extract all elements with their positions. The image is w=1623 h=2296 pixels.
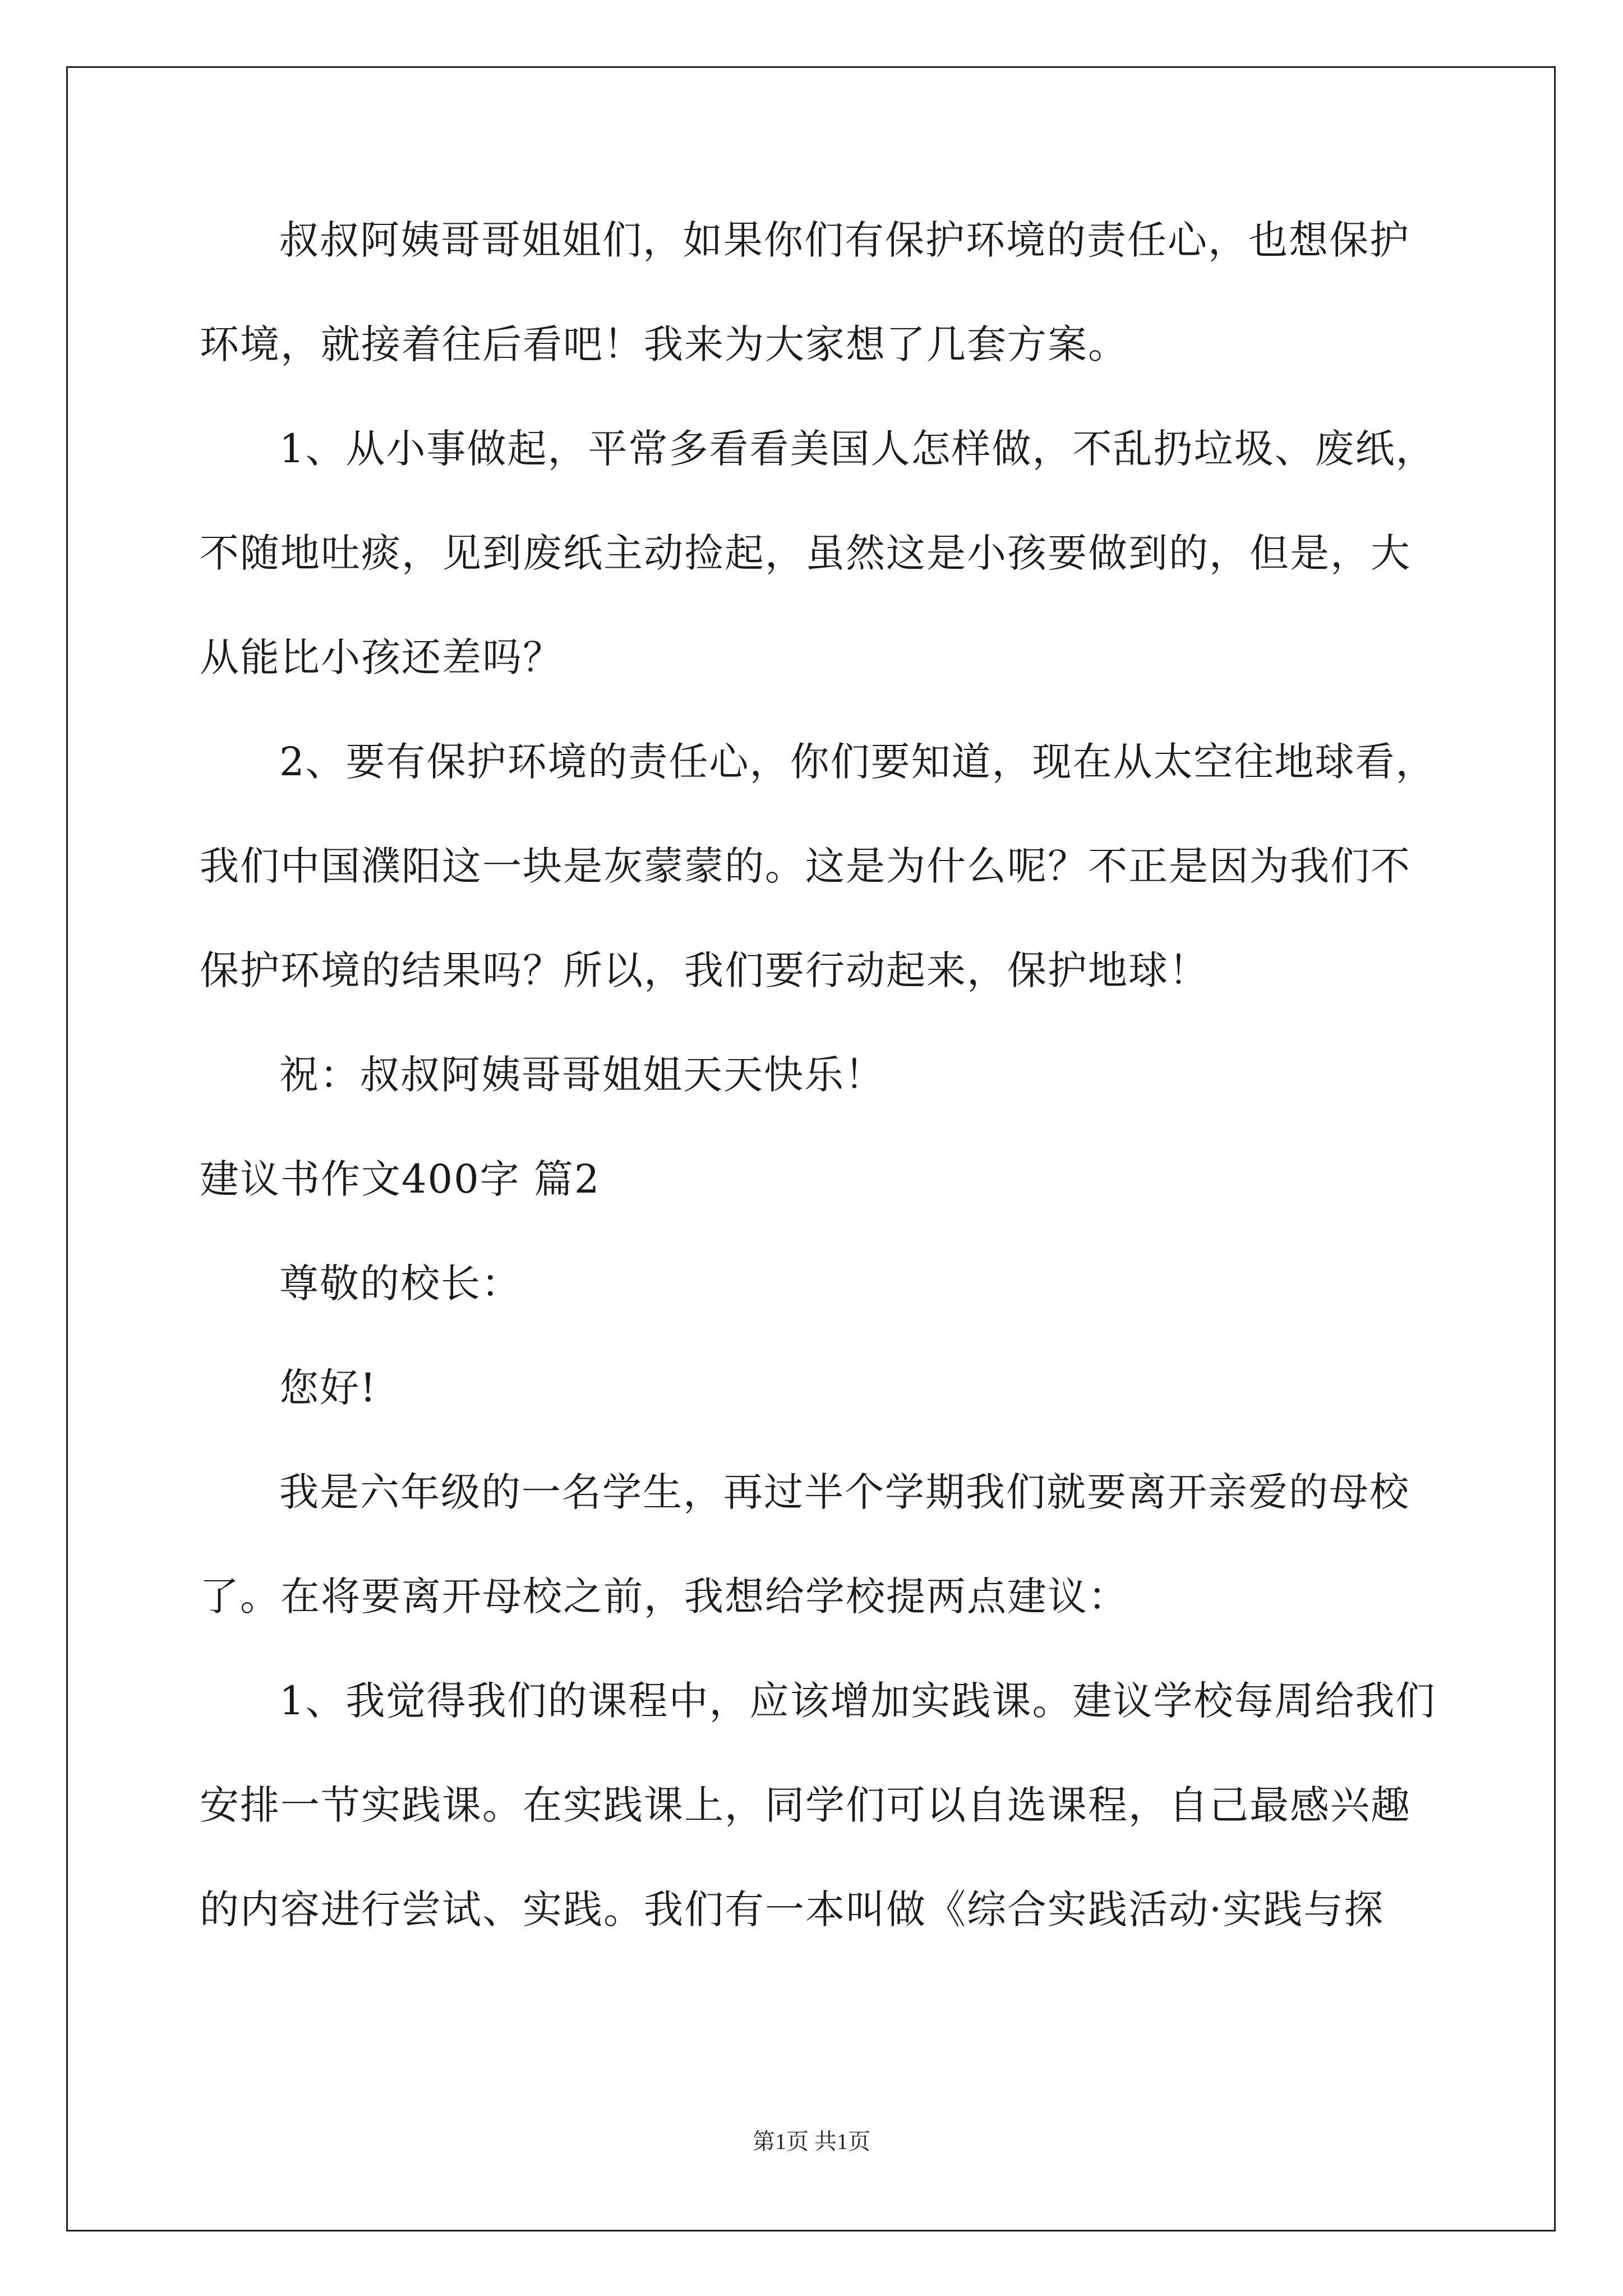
text-line: 1、我觉得我们的课程中，应该增加实践课。建议学校每周给我们 bbox=[279, 1678, 1436, 1724]
text-line: 不随地吐痰，见到废纸主动捡起，虽然这是小孩要做到的，但是，大 bbox=[200, 530, 1411, 576]
salutation: 尊敬的校长： bbox=[279, 1260, 522, 1306]
text-line: 环境，就接着往后看吧！我来为大家想了几套方案。 bbox=[200, 321, 1128, 367]
text-line: 2、要有保护环境的责任心，你们要知道，现在从太空往地球看， bbox=[279, 739, 1436, 785]
page-number-footer: 第1页 共1页 bbox=[753, 2129, 870, 2154]
text-line: 的内容进行尝试、实践。我们有一本叫做《综合实践活动·实践与探 bbox=[200, 1887, 1385, 1932]
text-line: 叔叔阿姨哥哥姐姐们，如果你们有保护环境的责任心，也想保护 bbox=[279, 217, 1410, 263]
text-line: 安排一节实践课。在实践课上，同学们可以自选课程，自己最感兴趣 bbox=[200, 1782, 1411, 1828]
text-line: 从能比小孩还差吗？ bbox=[200, 634, 563, 680]
greeting: 您好! bbox=[279, 1365, 377, 1411]
text-line: 祝：叔叔阿姨哥哥姐姐天天快乐！ bbox=[279, 1052, 885, 1098]
text-line: 了。在将要离开母校之前，我想给学校提两点建议： bbox=[200, 1573, 1128, 1619]
text-line: 保护环境的结果吗？所以，我们要行动起来，保护地球！ bbox=[200, 947, 1209, 993]
section-heading: 建议书作文400字 篇2 bbox=[200, 1156, 601, 1202]
text-line: 我们中国濮阳这一块是灰蒙蒙的。这是为什么呢？不正是因为我们不 bbox=[200, 843, 1411, 889]
text-line: 1、从小事做起，平常多看看美国人怎样做，不乱扔垃圾、废纸， bbox=[279, 426, 1436, 472]
text-line: 我是六年级的一名学生，再过半个学期我们就要离开亲爱的母校 bbox=[279, 1469, 1410, 1515]
